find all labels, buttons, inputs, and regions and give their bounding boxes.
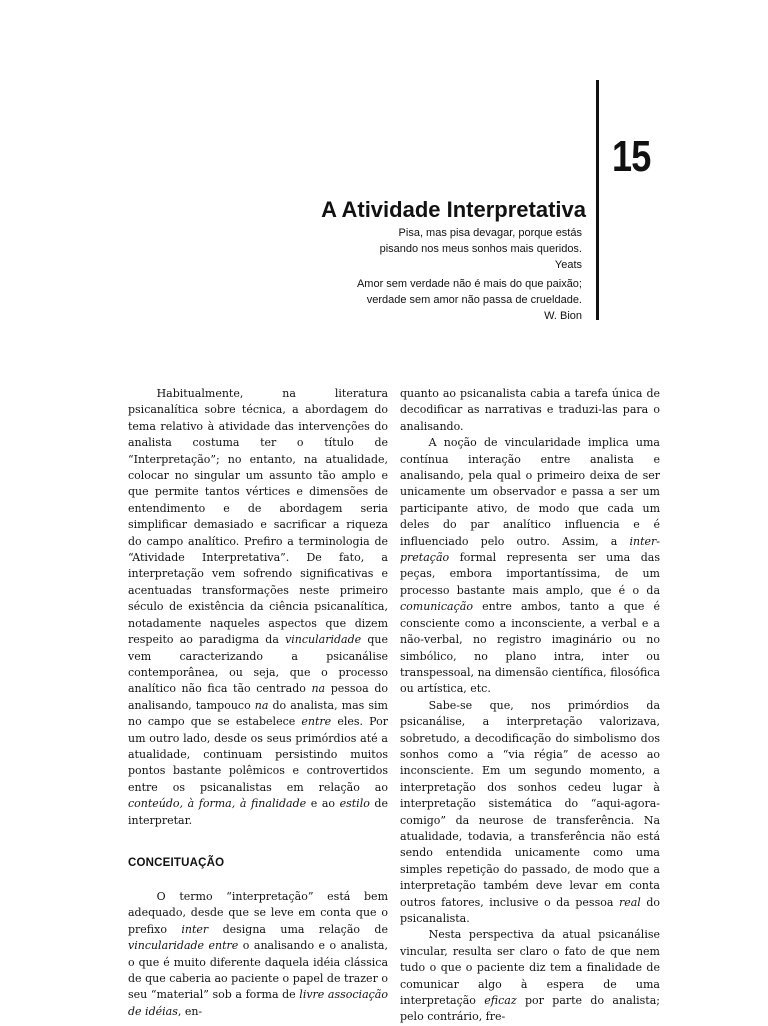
text-column-right <box>400 386 660 1026</box>
body-paragraph: quanto ao psicanalista cabia a tarefa única de decodificar as narrativas e traduzi-las para o analisando. <box>400 387 660 433</box>
epigraph-line: pisando nos meus sonhos mais queridos. <box>379 243 582 255</box>
epigraph-author: W. Bion <box>544 310 582 322</box>
body-paragraph: A noção de vincularidade implica uma contínua interação entre analista e analisando, pela qual o primeiro deixa de ser unicamente um observador e passa a ser um participante ativo, de modo que cada um deles do par analítico influencia e é influenciado pelo outro. Assim, a inter-pretação formal representa ser uma das peças, embora importantíssima, de um processo bastante mais amplo, que é o da comunicação entre ambos, tanto a que é consciente como a inconsciente, a verbal e a não-verbal, no registro imaginário ou no simbólico, no plano intra, inter ou transpessoal, na dimensão científica, filosófica ou artística, etc. <box>400 436 660 696</box>
body-paragraph: Sabe-se que, nos primórdios da psicanálise, a interpretação valorizava, sobretudo, a decodificação do simbolismo dos sonhos como a “via régia” de acesso ao inconsciente. Em um segundo momento, a interpretação dos sonhos cedeu lugar à interpretação sistemática do “aqui-agora-comigo” da neurose de transferência. Na atualidade, todavia, a transferência não está sendo entendida unicamente como uma simples repetição do passado, de modo que a interpretação também deve levar em conta outros fatores, inclusive o da pessoa real do psicanalista. <box>400 698 660 925</box>
epigraph-line: verdade sem amor não passa de crueldade. <box>366 294 582 306</box>
spacer <box>128 829 388 855</box>
epigraph-author: Yeats <box>554 259 582 271</box>
text-column-left <box>128 386 388 1020</box>
chapter-number: 15 <box>612 132 651 181</box>
section-heading: CONCEITUAÇÃO <box>128 856 225 869</box>
spacer <box>128 871 388 889</box>
chapter-vertical-rule <box>596 80 599 320</box>
epigraph-yeats <box>262 225 582 273</box>
epigraph-line: Amor sem verdade não é mais do que paixão; <box>356 278 582 290</box>
chapter-title: A Atividade Interpretativa <box>321 197 586 222</box>
body-paragraph: Habitualmente, na literatura psicanalítica sobre técnica, a abordagem do tema relativo à atividade das intervenções do analista costuma ter o título de “Interpretação”; no entanto, na atualidade, colocar no singular um assunto tão amplo e que permite tantos vértices e dimensões de entendimento e de abordagem seria simplificar demasiado e sacrificar a riqueza do campo analítico. Prefiro a terminologia de “Atividade Interpretativa”. De fato, a interpretação vem sofrendo significativas e acentuadas transformações neste primeiro século de existência da ciência psicanalítica, notadamente naqueles aspectos que dizem respeito ao paradigma da vincularidade que vem caracterizando a psicanálise contemporânea, ou seja, que o processo analítico não fica tão centrado na pessoa do analisando, tampouco na do analista, mas sim no campo que se estabelece entre eles. Por um outro lado, desde os seus primórdios até a atualidade, continuam persistindo muitos pontos bastante polêmicos e controvertidos entre os psicanalistas em relação ao conteúdo, à forma, à finalidade e ao estilo de interpretar. <box>128 387 388 827</box>
body-paragraph: O termo “interpretação” está bem adequado, desde que se leve em conta que o prefixo inter designa uma relação de vincularidade entre o analisando e o analista, o que é muito diferente daquela idéia clássica de que caberia ao paciente o papel de trazer o seu “material” sob a forma de livre associação de idéias, en- <box>128 889 388 1018</box>
body-paragraph: Nesta perspectiva da atual psicanálise vincular, resulta ser claro o fato de que nem tudo o que o paciente diz tem a finalidade de comunicar algo à espera de uma interpretação eficaz por parte do analista; pelo contrário, fre- <box>400 928 660 1024</box>
epigraph-bion <box>262 276 582 324</box>
epigraph-line: Pisa, mas pisa devagar, porque estás <box>398 227 582 239</box>
